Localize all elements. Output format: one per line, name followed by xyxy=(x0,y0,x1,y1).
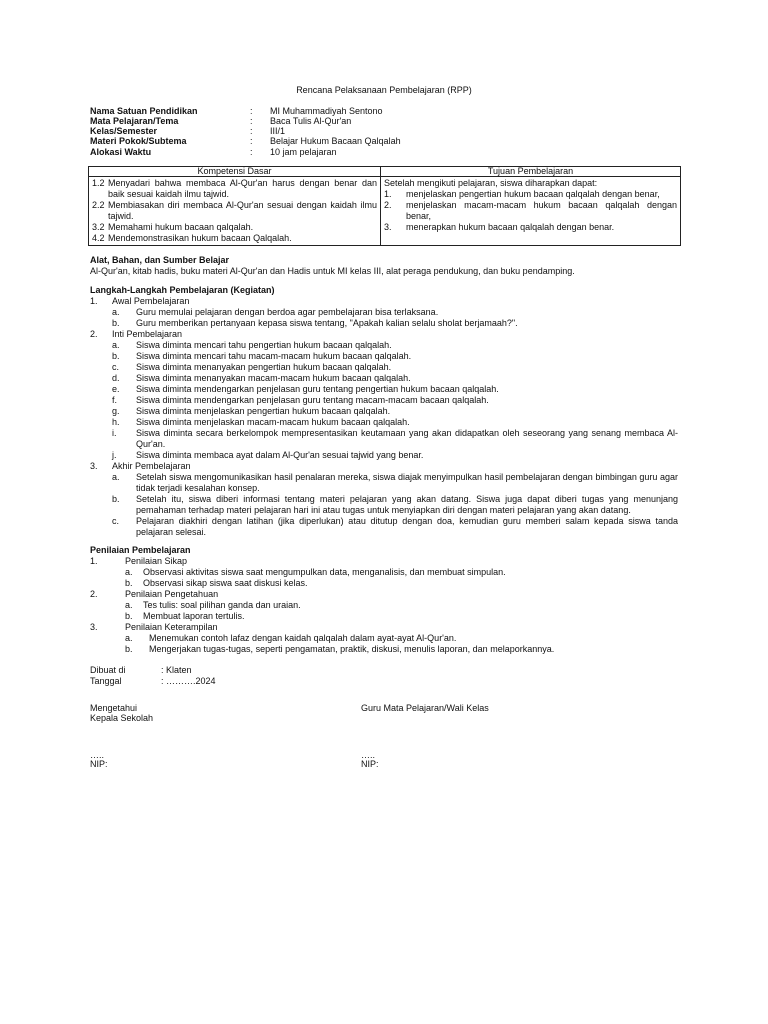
tp-item xyxy=(384,222,677,233)
item-text: Siswa diminta menjelaskan macam-macam hukum bacaan qalqalah. xyxy=(136,417,410,427)
list-item xyxy=(90,600,678,611)
identity-value: MI Muhammadiyah Sentono xyxy=(270,106,383,116)
item-text: Tes tulis: soal pilihan ganda dan uraian. xyxy=(143,600,301,610)
list-item xyxy=(90,307,678,318)
item-text: Setelah itu, siswa diberi informasi tentang materi pelajaran yang akan datang. Siswa juga dapat diberi tugas yang menunjang pemahaman terhadap materi pelajaran hari ini atau tugas untuk menyiapkan diri dengan materi pelajaran yang akan datang. xyxy=(136,494,678,515)
item-text: Mengerjakan tugas-tugas, seperti pengamatan, praktik, diskusi, menulis laporan, dan melaporkannya. xyxy=(149,644,555,654)
kd-item xyxy=(92,233,377,244)
identity-key: Alokasi Waktu xyxy=(90,147,152,157)
kd-text: Mendemonstrasikan hukum bacaan Qalqalah. xyxy=(108,233,292,243)
list-item xyxy=(90,567,678,578)
item-letter: b. xyxy=(125,644,133,654)
list-item xyxy=(90,472,678,494)
kd-header: Kompetensi Dasar xyxy=(89,167,381,177)
item-text: Siswa diminta secara berkelompok mempresentasikan keutamaan yang akan didapatkan oleh seseorang yang senang membaca Al-Qur'an. xyxy=(136,428,678,449)
item-text: Siswa diminta mencari tahu pengertian hukum bacaan qalqalah. xyxy=(136,340,392,350)
item-letter: a. xyxy=(125,567,133,577)
group-num: 3. xyxy=(90,622,98,632)
group-num: 3. xyxy=(90,461,98,471)
steps-group-opening xyxy=(90,296,678,307)
group-title: Penilaian Sikap xyxy=(125,556,188,566)
steps-section xyxy=(90,285,678,538)
kd-text: Menyadari bahwa membaca Al-Qur'an harus dengan benar dan baik sesuai kaidah ilmu tajwid. xyxy=(108,178,377,199)
identity-key: Nama Satuan Pendidikan xyxy=(90,106,198,116)
item-letter: a. xyxy=(112,340,120,350)
item-letter: j. xyxy=(112,450,117,460)
assessment-group-skills xyxy=(90,622,678,633)
item-letter: e. xyxy=(112,384,120,394)
list-item xyxy=(90,362,678,373)
list-item xyxy=(90,351,678,362)
tanggal-value: : ……….2024 xyxy=(161,676,216,686)
list-item xyxy=(90,611,678,622)
signer-right-dots: ….. xyxy=(361,750,376,760)
kd-cell xyxy=(89,177,381,246)
identity-colon: : xyxy=(250,147,253,157)
identity-colon: : xyxy=(250,106,253,116)
assessment-heading: Penilaian Pembelajaran xyxy=(90,545,191,555)
tp-item xyxy=(384,200,677,222)
identity-value: Belajar Hukum Bacaan Qalqalah xyxy=(270,136,401,146)
item-letter: b. xyxy=(125,611,133,621)
tp-cell xyxy=(381,177,681,246)
list-item xyxy=(90,417,678,428)
identity-colon: : xyxy=(250,126,253,136)
item-text: Siswa diminta membaca ayat dalam Al-Qur'an sesuai tajwid yang benar. xyxy=(136,450,424,460)
item-letter: a. xyxy=(112,307,120,317)
group-num: 2. xyxy=(90,589,98,599)
group-title: Akhir Pembelajaran xyxy=(112,461,191,471)
list-item xyxy=(90,428,678,450)
item-letter: b. xyxy=(125,578,133,588)
list-item xyxy=(90,318,678,329)
kd-num: 1.2 xyxy=(92,178,105,188)
item-letter: b. xyxy=(112,318,120,328)
item-letter: a. xyxy=(125,633,133,643)
item-text: Siswa diminta mendengarkan penjelasan guru tentang pengertian hukum bacaan qalqalah. xyxy=(136,384,499,394)
item-letter: i. xyxy=(112,428,117,438)
group-title: Awal Pembelajaran xyxy=(112,296,190,306)
tanggal-label: Tanggal xyxy=(90,676,122,686)
identity-key: Kelas/Semester xyxy=(90,126,158,136)
group-title: Penilaian Keterampilan xyxy=(125,622,218,632)
item-letter: b. xyxy=(112,351,120,361)
list-item xyxy=(90,384,678,395)
item-letter: a. xyxy=(112,472,120,482)
list-item xyxy=(90,516,678,538)
dibuat-label: Dibuat di xyxy=(90,665,126,675)
item-text: Siswa diminta menanyakan pengertian hukum bacaan qalqalah. xyxy=(136,362,392,372)
dibuat-value: : Klaten xyxy=(161,665,192,675)
list-item xyxy=(90,340,678,351)
item-letter: d. xyxy=(112,373,120,383)
tp-text: menjelaskan macam-macam hukum bacaan qalqalah dengan benar, xyxy=(406,200,677,221)
item-text: Siswa diminta mencari tahu macam-macam hukum bacaan qalqalah. xyxy=(136,351,412,361)
identity-value: III/1 xyxy=(270,126,286,136)
group-num: 2. xyxy=(90,329,98,339)
steps-heading: Langkah-Langkah Pembelajaran (Kegiatan) xyxy=(90,285,275,295)
list-item xyxy=(90,406,678,417)
kd-item xyxy=(92,222,377,233)
kd-num: 3.2 xyxy=(92,222,105,232)
signer-left-nip: NIP: xyxy=(90,759,108,769)
materials-section xyxy=(90,255,678,277)
signer-right-line1: Guru Mata Pelajaran/Wali Kelas xyxy=(361,703,489,713)
signer-left-dots: ….. xyxy=(90,750,105,760)
steps-group-closing xyxy=(90,461,678,472)
identity-colon: : xyxy=(250,136,253,146)
tp-num: 1. xyxy=(384,189,392,199)
group-title: Penilaian Pengetahuan xyxy=(125,589,219,599)
kd-num: 2.2 xyxy=(92,200,105,210)
item-text: Observasi aktivitas siswa saat mengumpulkan data, menganalisis, dan membuat simpulan. xyxy=(143,567,506,577)
signer-left-line1: Mengetahui xyxy=(90,703,138,713)
item-text: Siswa diminta menjelaskan pengertian hukum bacaan qalqalah. xyxy=(136,406,391,416)
item-text: Siswa diminta menanyakan macam-macam hukum bacaan qalqalah. xyxy=(136,373,411,383)
assessment-group-knowledge xyxy=(90,589,678,600)
document-title: Rencana Pelaksanaan Pembelajaran (RPP) xyxy=(296,85,472,95)
tp-num: 3. xyxy=(384,222,392,232)
group-title: Inti Pembelajaran xyxy=(112,329,183,339)
item-letter: f. xyxy=(112,395,118,405)
kd-text: Memahami hukum bacaan qalqalah. xyxy=(108,222,254,232)
identity-value: Baca Tulis Al-Qur'an xyxy=(270,116,352,126)
identity-key: Materi Pokok/Subtema xyxy=(90,136,187,146)
item-letter: c. xyxy=(112,516,120,526)
group-num: 1. xyxy=(90,556,98,566)
item-text: Pelajaran diakhiri dengan latihan (jika diperlukan) atau ditutup dengan doa, kemudian guru memberi salam kepada siswa tanda pelajaran selesai. xyxy=(136,516,678,537)
tp-header: Tujuan Pembelajaran xyxy=(381,167,681,177)
list-item xyxy=(90,578,678,589)
item-letter: c. xyxy=(112,362,120,372)
item-text: Siswa diminta mendengarkan penjelasan guru tentang macam-macam bacaan qalqalah. xyxy=(136,395,489,405)
item-letter: a. xyxy=(125,600,133,610)
steps-group-core xyxy=(90,329,678,340)
item-text: Guru memulai pelajaran dengan berdoa agar pembelajaran bisa terlaksana. xyxy=(136,307,439,317)
list-item xyxy=(90,450,678,461)
list-item xyxy=(90,644,678,655)
kd-item xyxy=(92,178,377,200)
group-num: 1. xyxy=(90,296,98,306)
list-item xyxy=(90,633,678,644)
assessment-group-attitude xyxy=(90,556,678,567)
identity-key: Mata Pelajaran/Tema xyxy=(90,116,179,126)
kd-text: Membiasakan diri membaca Al-Qur'an sesuai dengan kaidah ilmu tajwid. xyxy=(108,200,377,221)
assessment-section xyxy=(90,545,678,655)
item-text: Setelah siswa mengomunikasikan hasil penalaran mereka, siswa diajak menyimpulkan hasil pembelajaran dengan bimbingan guru agar tidak terjadi kesalahan konsep. xyxy=(136,472,678,493)
item-text: Membuat laporan tertulis. xyxy=(143,611,245,621)
kd-num: 4.2 xyxy=(92,233,105,243)
item-letter: b. xyxy=(112,494,120,504)
item-letter: h. xyxy=(112,417,120,427)
list-item xyxy=(90,395,678,406)
materials-heading: Alat, Bahan, dan Sumber Belajar xyxy=(90,255,230,265)
signer-right-nip: NIP: xyxy=(361,759,379,769)
tp-text: menjelaskan pengertian hukum bacaan qalqalah dengan benar, xyxy=(406,189,660,199)
materials-text: Al-Qur'an, kitab hadis, buku materi Al-Qur'an dan Hadis untuk MI kelas III, alat peraga pendukung, dan buku pendamping. xyxy=(90,266,575,276)
list-item xyxy=(90,494,678,516)
signer-left-line2: Kepala Sekolah xyxy=(90,713,154,723)
kd-item xyxy=(92,200,377,222)
item-text: Observasi sikap siswa saat diskusi kelas. xyxy=(143,578,308,588)
list-item xyxy=(90,373,678,384)
identity-value: 10 jam pelajaran xyxy=(270,147,337,157)
competency-table xyxy=(88,166,681,246)
identity-colon: : xyxy=(250,116,253,126)
tp-num: 2. xyxy=(384,200,392,210)
item-text: Menemukan contoh lafaz dengan kaidah qalqalah dalam ayat-ayat Al-Qur'an. xyxy=(149,633,457,643)
tp-intro: Setelah mengikuti pelajaran, siswa diharapkan dapat: xyxy=(384,178,598,188)
item-text: Guru memberikan pertanyaan kepasa siswa tentang, "Apakah kalian selalu sholat berjamaah?". xyxy=(136,318,518,328)
tp-item xyxy=(384,189,677,200)
tp-text: menerapkan hukum bacaan qalqalah dengan benar. xyxy=(406,222,615,232)
item-letter: g. xyxy=(112,406,120,416)
